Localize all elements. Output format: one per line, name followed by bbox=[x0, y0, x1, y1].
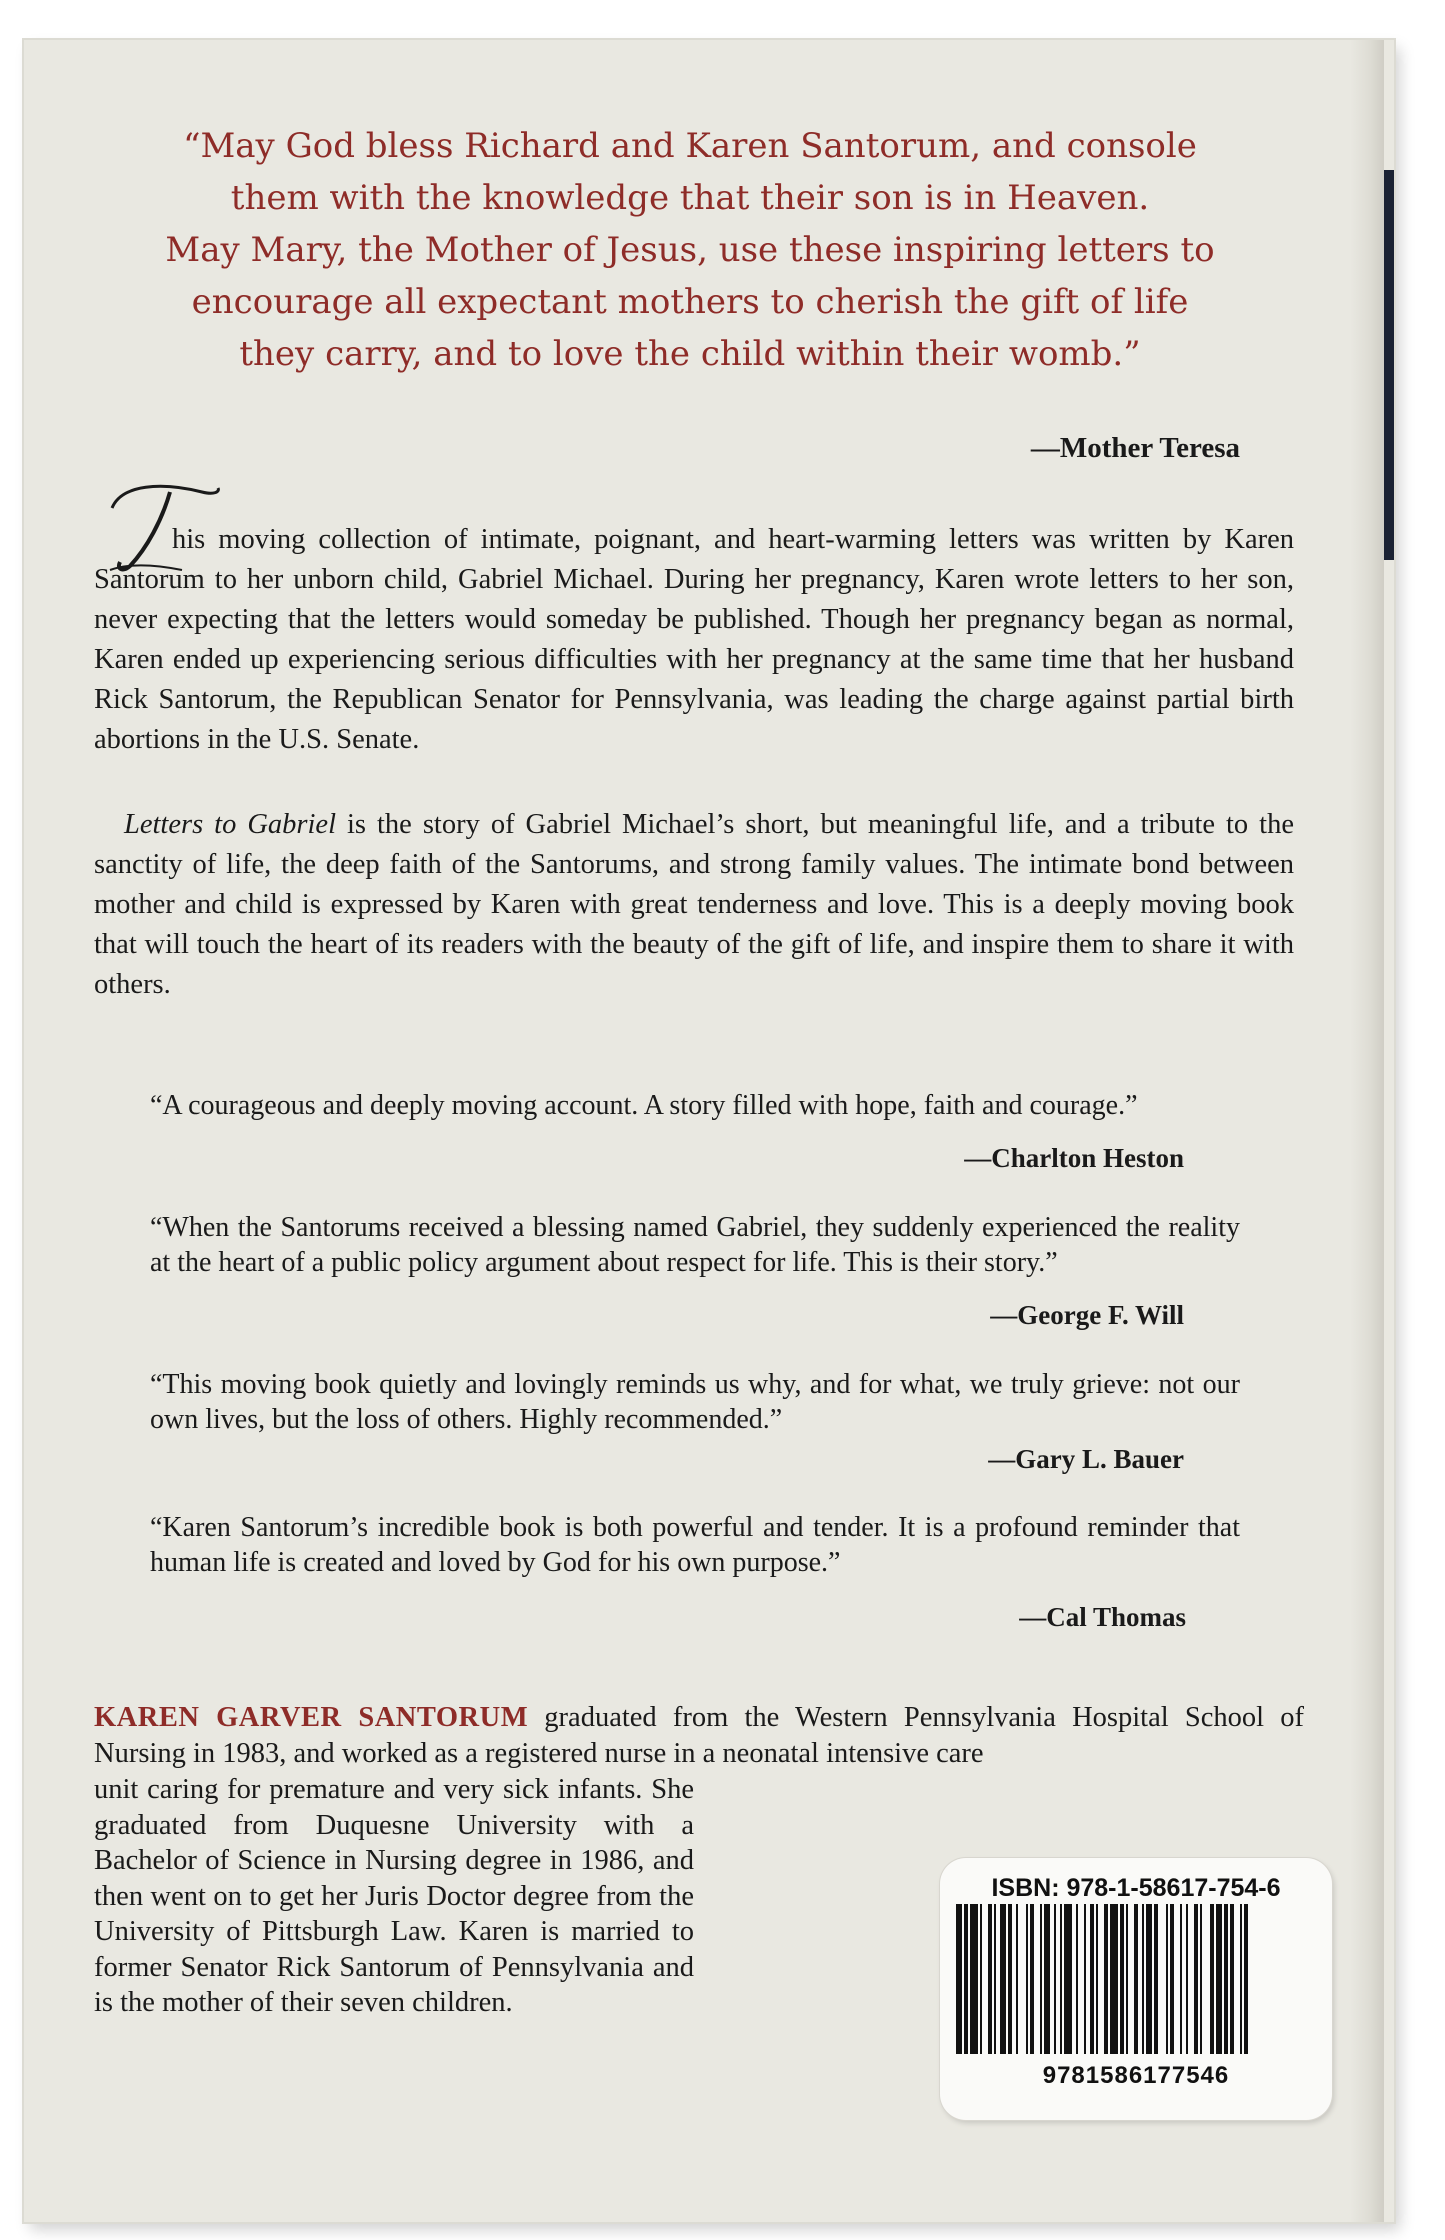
description-paragraph-2 bbox=[94, 805, 1294, 1005]
quote-line: they carry, and to love the child within their womb.” bbox=[239, 334, 1141, 374]
barcode-bar bbox=[994, 1904, 996, 2054]
endorsement-attribution: —Gary L. Bauer bbox=[988, 1444, 1184, 1474]
barcode-bar bbox=[1044, 1904, 1050, 2054]
barcode-bar bbox=[1104, 1904, 1108, 2054]
barcode-bar bbox=[1126, 1904, 1128, 2054]
barcode-bar bbox=[1096, 1904, 1098, 2054]
book-title: Letters to Gabriel bbox=[124, 809, 336, 840]
endorsement-attribution: —George F. Will bbox=[990, 1300, 1184, 1330]
barcode-bar bbox=[956, 1904, 962, 2054]
barcode-bar bbox=[1120, 1904, 1124, 2054]
barcode-bar bbox=[1134, 1904, 1138, 2054]
quote-line: “May God bless Richard and Karen Santorum, and console bbox=[183, 126, 1197, 166]
barcode-bar bbox=[1210, 1904, 1214, 2054]
barcode-bar bbox=[1230, 1904, 1234, 2054]
barcode-bar bbox=[1142, 1904, 1144, 2054]
barcode-bar bbox=[1154, 1904, 1158, 2054]
endorsement-attribution: —Cal Thomas bbox=[1019, 1602, 1186, 1632]
barcode-bar bbox=[1000, 1904, 1006, 2054]
barcode-bar bbox=[1084, 1904, 1086, 2054]
barcode-bar bbox=[1054, 1904, 1056, 2054]
quote-line: May Mary, the Mother of Jesus, use these inspiring letters to bbox=[165, 230, 1215, 270]
isbn-label: ISBN: 978-1-58617-754-6 bbox=[991, 1874, 1281, 1902]
barcode-bar bbox=[1194, 1904, 1198, 2054]
endorsement-text: “A courageous and deeply moving account. A story filled with hope, faith and courage.” bbox=[150, 1090, 1138, 1121]
quote-line: them with the knowledge that their son is in Heaven. bbox=[230, 178, 1150, 218]
barcode-bar bbox=[1166, 1904, 1168, 2054]
author-name: KAREN GARVER SANTORUM bbox=[94, 1702, 529, 1733]
barcode-bar bbox=[1026, 1904, 1028, 2054]
mother-teresa-attribution: —Mother Teresa bbox=[1030, 432, 1240, 464]
barcode-bar bbox=[964, 1904, 968, 2054]
description-paragraph-1: his moving collection of intimate, poignant, and heart-warming letters was written by Karen Santorum to her unborn child, Gabriel Michael. During her pregnancy, Karen wrote letters to her son, never expecting that the letters would someday be published. Though her pregnancy began as normal, Karen ended up experiencing serious difficulties with her pregnancy at the same time that her husband Rick Santorum, the Republican Senator for Pennsylvania, was leading the charge against partial birth abortions in the U.S. Senate. bbox=[94, 524, 1294, 755]
author-bio-first-line: graduated from the Western Pennsylvania Hospital School of Nursing in 1983, and worked as a registered nurse in a neonatal intensive care bbox=[94, 1702, 1304, 1769]
quote-line: encourage all expectant mothers to cherish the gift of life bbox=[191, 282, 1189, 322]
barcode-bar bbox=[1008, 1904, 1012, 2054]
barcode-bar bbox=[970, 1904, 978, 2054]
barcode-bar bbox=[1110, 1904, 1118, 2054]
description-paragraph-2-text: is the story of Gabriel Michael’s short, but meaningful life, and a tribute to the sanctity of life, the deep faith of the Santorums, and strong family values. The intimate bond between mother and child is expressed by Karen with great tenderness and love. This is a deeply moving book that will touch the heart of its readers with the beauty of the gift of life, and inspire them to share it with others. bbox=[94, 809, 1294, 1000]
mother-teresa-quote bbox=[140, 120, 1240, 380]
barcode-bar bbox=[1224, 1904, 1228, 2054]
barcode-icon bbox=[954, 1904, 1318, 2060]
barcode-bar bbox=[1216, 1904, 1222, 2054]
barcode-bar bbox=[1186, 1904, 1188, 2054]
author-bio-intro bbox=[94, 1700, 1304, 1772]
barcode-bar bbox=[1076, 1904, 1078, 2054]
cover-edge-wear bbox=[1350, 40, 1384, 2222]
barcode-bar bbox=[1040, 1904, 1042, 2054]
endorsement-text: “Karen Santorum’s incredible book is both powerful and tender. It is a profound reminder that human life is created and loved by God for his own purpose.” bbox=[150, 1512, 1240, 1578]
barcode-sticker bbox=[940, 1858, 1332, 2120]
barcode-bar bbox=[1060, 1904, 1062, 2054]
barcode-bar bbox=[1090, 1904, 1094, 2054]
barcode-number: 9781586177546 bbox=[1042, 2062, 1230, 2089]
barcode-bar bbox=[1180, 1904, 1182, 2054]
barcode-bar bbox=[1240, 1904, 1242, 2054]
barcode-bar bbox=[1170, 1904, 1174, 2054]
author-bio-continued: unit caring for premature and very sick infants. She graduated from Duquesne University with a Bachelor of Science in Nursing degree in 1986, and then went on to get her Juris Doctor degree from the University of Pittsburgh Law. Karen is married to former Senator Rick Santorum of Pennsylvania and is the mother of their seven children. bbox=[94, 1774, 694, 2018]
barcode-bar bbox=[988, 1904, 992, 2054]
barcode-bar bbox=[1244, 1904, 1248, 2054]
spine-band bbox=[1384, 170, 1394, 560]
barcode-bar bbox=[1200, 1904, 1202, 2054]
endorsement-text: “This moving book quietly and lovingly reminds us why, and for what, we truly grieve: not our own lives, but the loss of others. Highly recommended.” bbox=[150, 1369, 1240, 1435]
endorsement-attribution: —Charlton Heston bbox=[964, 1143, 1184, 1173]
barcode-bar bbox=[1016, 1904, 1018, 2054]
barcode-bar bbox=[1030, 1904, 1034, 2054]
barcode-bar bbox=[1064, 1904, 1072, 2054]
barcode-bar bbox=[980, 1904, 982, 2054]
endorsement-text: “When the Santorums received a blessing named Gabriel, they suddenly experienced the reality at the heart of a public policy argument about respect for life. This is their story.” bbox=[150, 1212, 1240, 1278]
barcode-bar bbox=[1146, 1904, 1152, 2054]
